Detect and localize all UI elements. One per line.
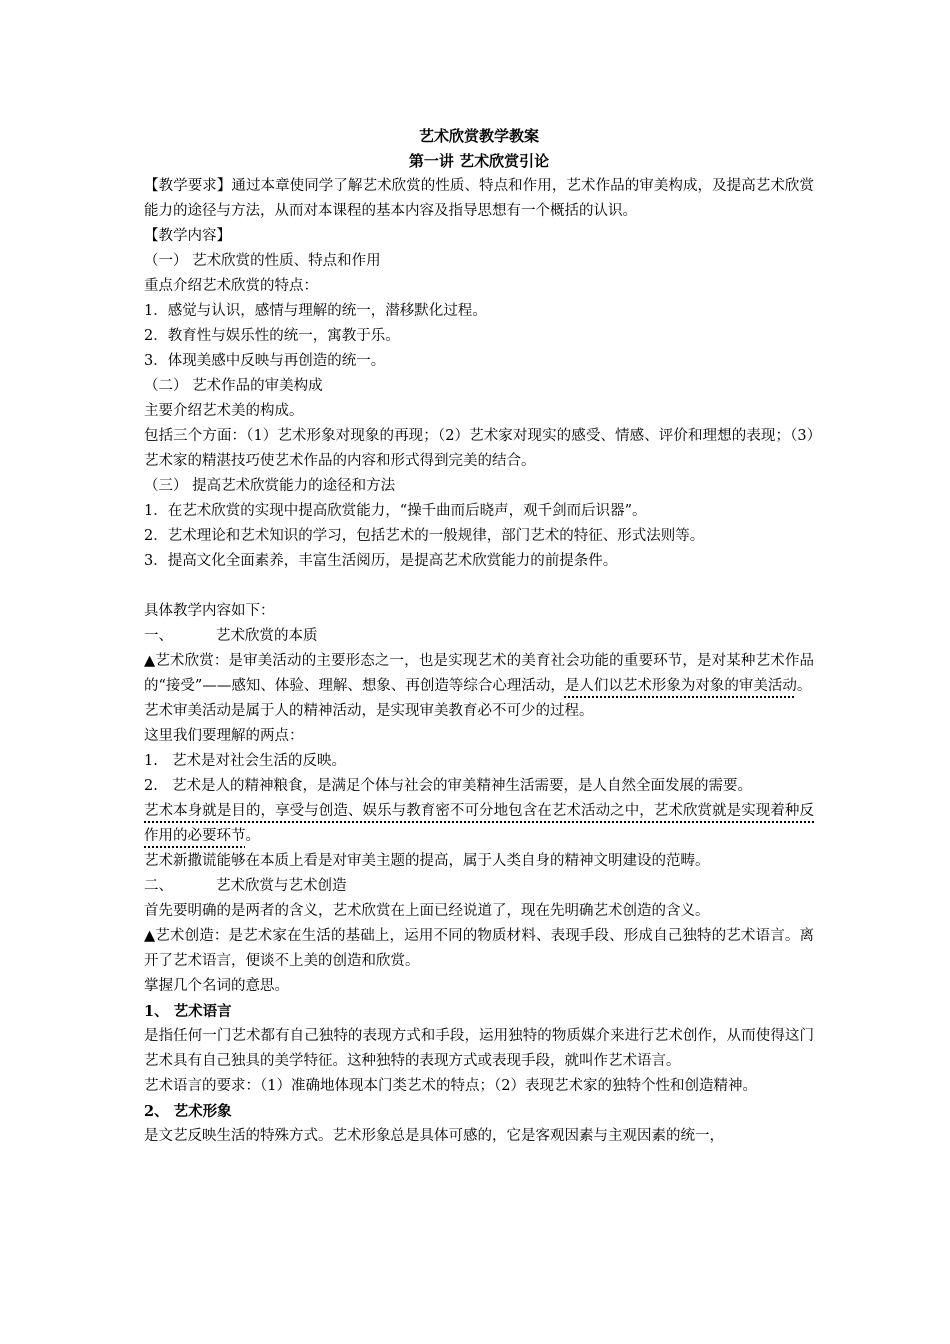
- emphasized-text: 艺术本身就是目的，享受与创造、娱乐与教育密不可分地包含在艺术活动之中，艺术欣赏就是实现着种反作用的必要环节: [144, 803, 814, 844]
- appreciation-definition: [144, 649, 814, 699]
- document-body: [144, 124, 814, 1149]
- list-item: 1．在艺术欣赏的实现中提高欣赏能力，“操千曲而后晓声，观千剑而后识器”。: [144, 503, 647, 519]
- term1-heading: 1、 艺术语言: [144, 1003, 232, 1020]
- list-item: [144, 774, 814, 799]
- part2-title: 艺术欣赏与艺术创造: [216, 878, 347, 894]
- content-heading: 【教学内容】: [144, 228, 231, 244]
- list-item: 2．教育性与娱乐性的统一，寓教于乐。: [144, 328, 400, 344]
- part2-heading: [144, 874, 814, 899]
- section2-intro: 主要介绍艺术美的构成。: [144, 403, 304, 419]
- document-title: 艺术欣赏教学教案: [418, 127, 539, 145]
- art-itself-end: 。: [245, 828, 260, 844]
- section3-heading: （三） 提高艺术欣赏能力的途径和方法: [144, 478, 396, 494]
- part2-intro: 首先要明确的是两者的含义，艺术欣赏在上面已经说道了，现在先明确艺术创造的含义。: [144, 903, 710, 919]
- definition-text: ▲艺术欣赏：是审美活动的主要形态之一，也是实现艺术的美育社会功能的重要环节，是对某种艺术作品的“接受”——感知、体验、理解、想象、再创造等综合心理活动，: [144, 653, 814, 694]
- list-item: 3．提高文化全面素养，丰富生活阅历，是提高艺术欣赏能力的前提条件。: [144, 553, 618, 569]
- part1-title: 艺术欣赏的本质: [216, 628, 318, 644]
- part1-heading: [144, 624, 814, 649]
- specific-intro: 具体教学内容如下：: [144, 603, 275, 619]
- lecture-title: 第一讲 艺术欣赏引论: [408, 152, 550, 170]
- section1-heading: （一） 艺术欣赏的性质、特点和作用: [144, 253, 381, 269]
- terms-intro: 掌握几个名词的意思。: [144, 978, 289, 994]
- list-item: 3．体现美感中反映与再创造的统一。: [144, 353, 386, 369]
- teaching-requirement: 【教学要求】通过本章使同学了解艺术欣赏的性质、特点和作用，艺术作品的审美构成，及提高艺术欣赏能力的途径与方法，从而对本课程的基本内容及指导思想有一个概括的认识。: [144, 178, 814, 219]
- part1-mark: 一、: [144, 628, 173, 644]
- creation-definition: ▲艺术创造：是艺术家在生活的基础上，运用不同的物质材料、表现手段、形成自己独特的艺术语言。离开了艺术语言，便谈不上美的创造和欣赏。: [144, 928, 814, 969]
- emphasized-text: 是人们以艺术形象为对象的审美活动: [564, 678, 797, 694]
- list-item: [144, 749, 814, 774]
- section1-intro: 重点介绍艺术欣赏的特点：: [144, 278, 318, 294]
- definition-end: 。: [796, 678, 812, 694]
- term1-definition: 是指任何一门艺术都有自己独特的表现方式和手段，运用独特的物质媒介来进行艺术创作，从而使得这门艺术具有自己独具的美学特征。这种独特的表现方式或表现手段，就叫作艺术语言。: [144, 1028, 814, 1069]
- two-points-intro: 这里我们要理解的两点：: [144, 728, 304, 744]
- blank-line: [144, 574, 814, 599]
- list-text: 艺术是对社会生活的反映。: [172, 753, 346, 769]
- section2-detail: 包括三个方面：（1）艺术形象对现象的再现；（2）艺术家对现实的感受、情感、评价和理想的表现；（3）艺术家的精湛技巧使艺术作品的内容和形式得到完美的结合。: [144, 428, 814, 469]
- list-number: 1.: [144, 753, 158, 769]
- list-item: 2．艺术理论和艺术知识的学习，包括艺术的一般规律，部门艺术的特征、形式法则等。: [144, 528, 705, 544]
- term2-definition: 是文艺反映生活的特殊方式。艺术形象总是具体可感的，它是客观因素与主观因素的统一，: [144, 1128, 724, 1144]
- list-number: 2.: [144, 778, 158, 794]
- term1-requirement: 艺术语言的要求：（1）准确地体现本门类艺术的特点；（2）表现艺术家的独特个性和创造精神。: [144, 1078, 757, 1094]
- art-new: 艺术新撒谎能够在本质上看是对审美主题的提高，属于人类自身的精神文明建设的范畴。: [144, 853, 710, 869]
- list-text: 艺术是人的精神粮食，是满足个体与社会的审美精神生活需要，是人自然全面发展的需要。: [172, 778, 752, 794]
- section2-heading: （二） 艺术作品的审美构成: [144, 378, 323, 394]
- term2-heading: 2、 艺术形象: [144, 1103, 232, 1120]
- part2-mark: 二、: [144, 878, 173, 894]
- list-item: 1．感觉与认识，感情与理解的统一，潜移默化过程。: [144, 303, 487, 319]
- art-itself: [144, 799, 814, 849]
- spiritual-activity: 艺术审美活动是属于人的精神活动，是实现审美教育必不可少的过程。: [144, 703, 594, 719]
